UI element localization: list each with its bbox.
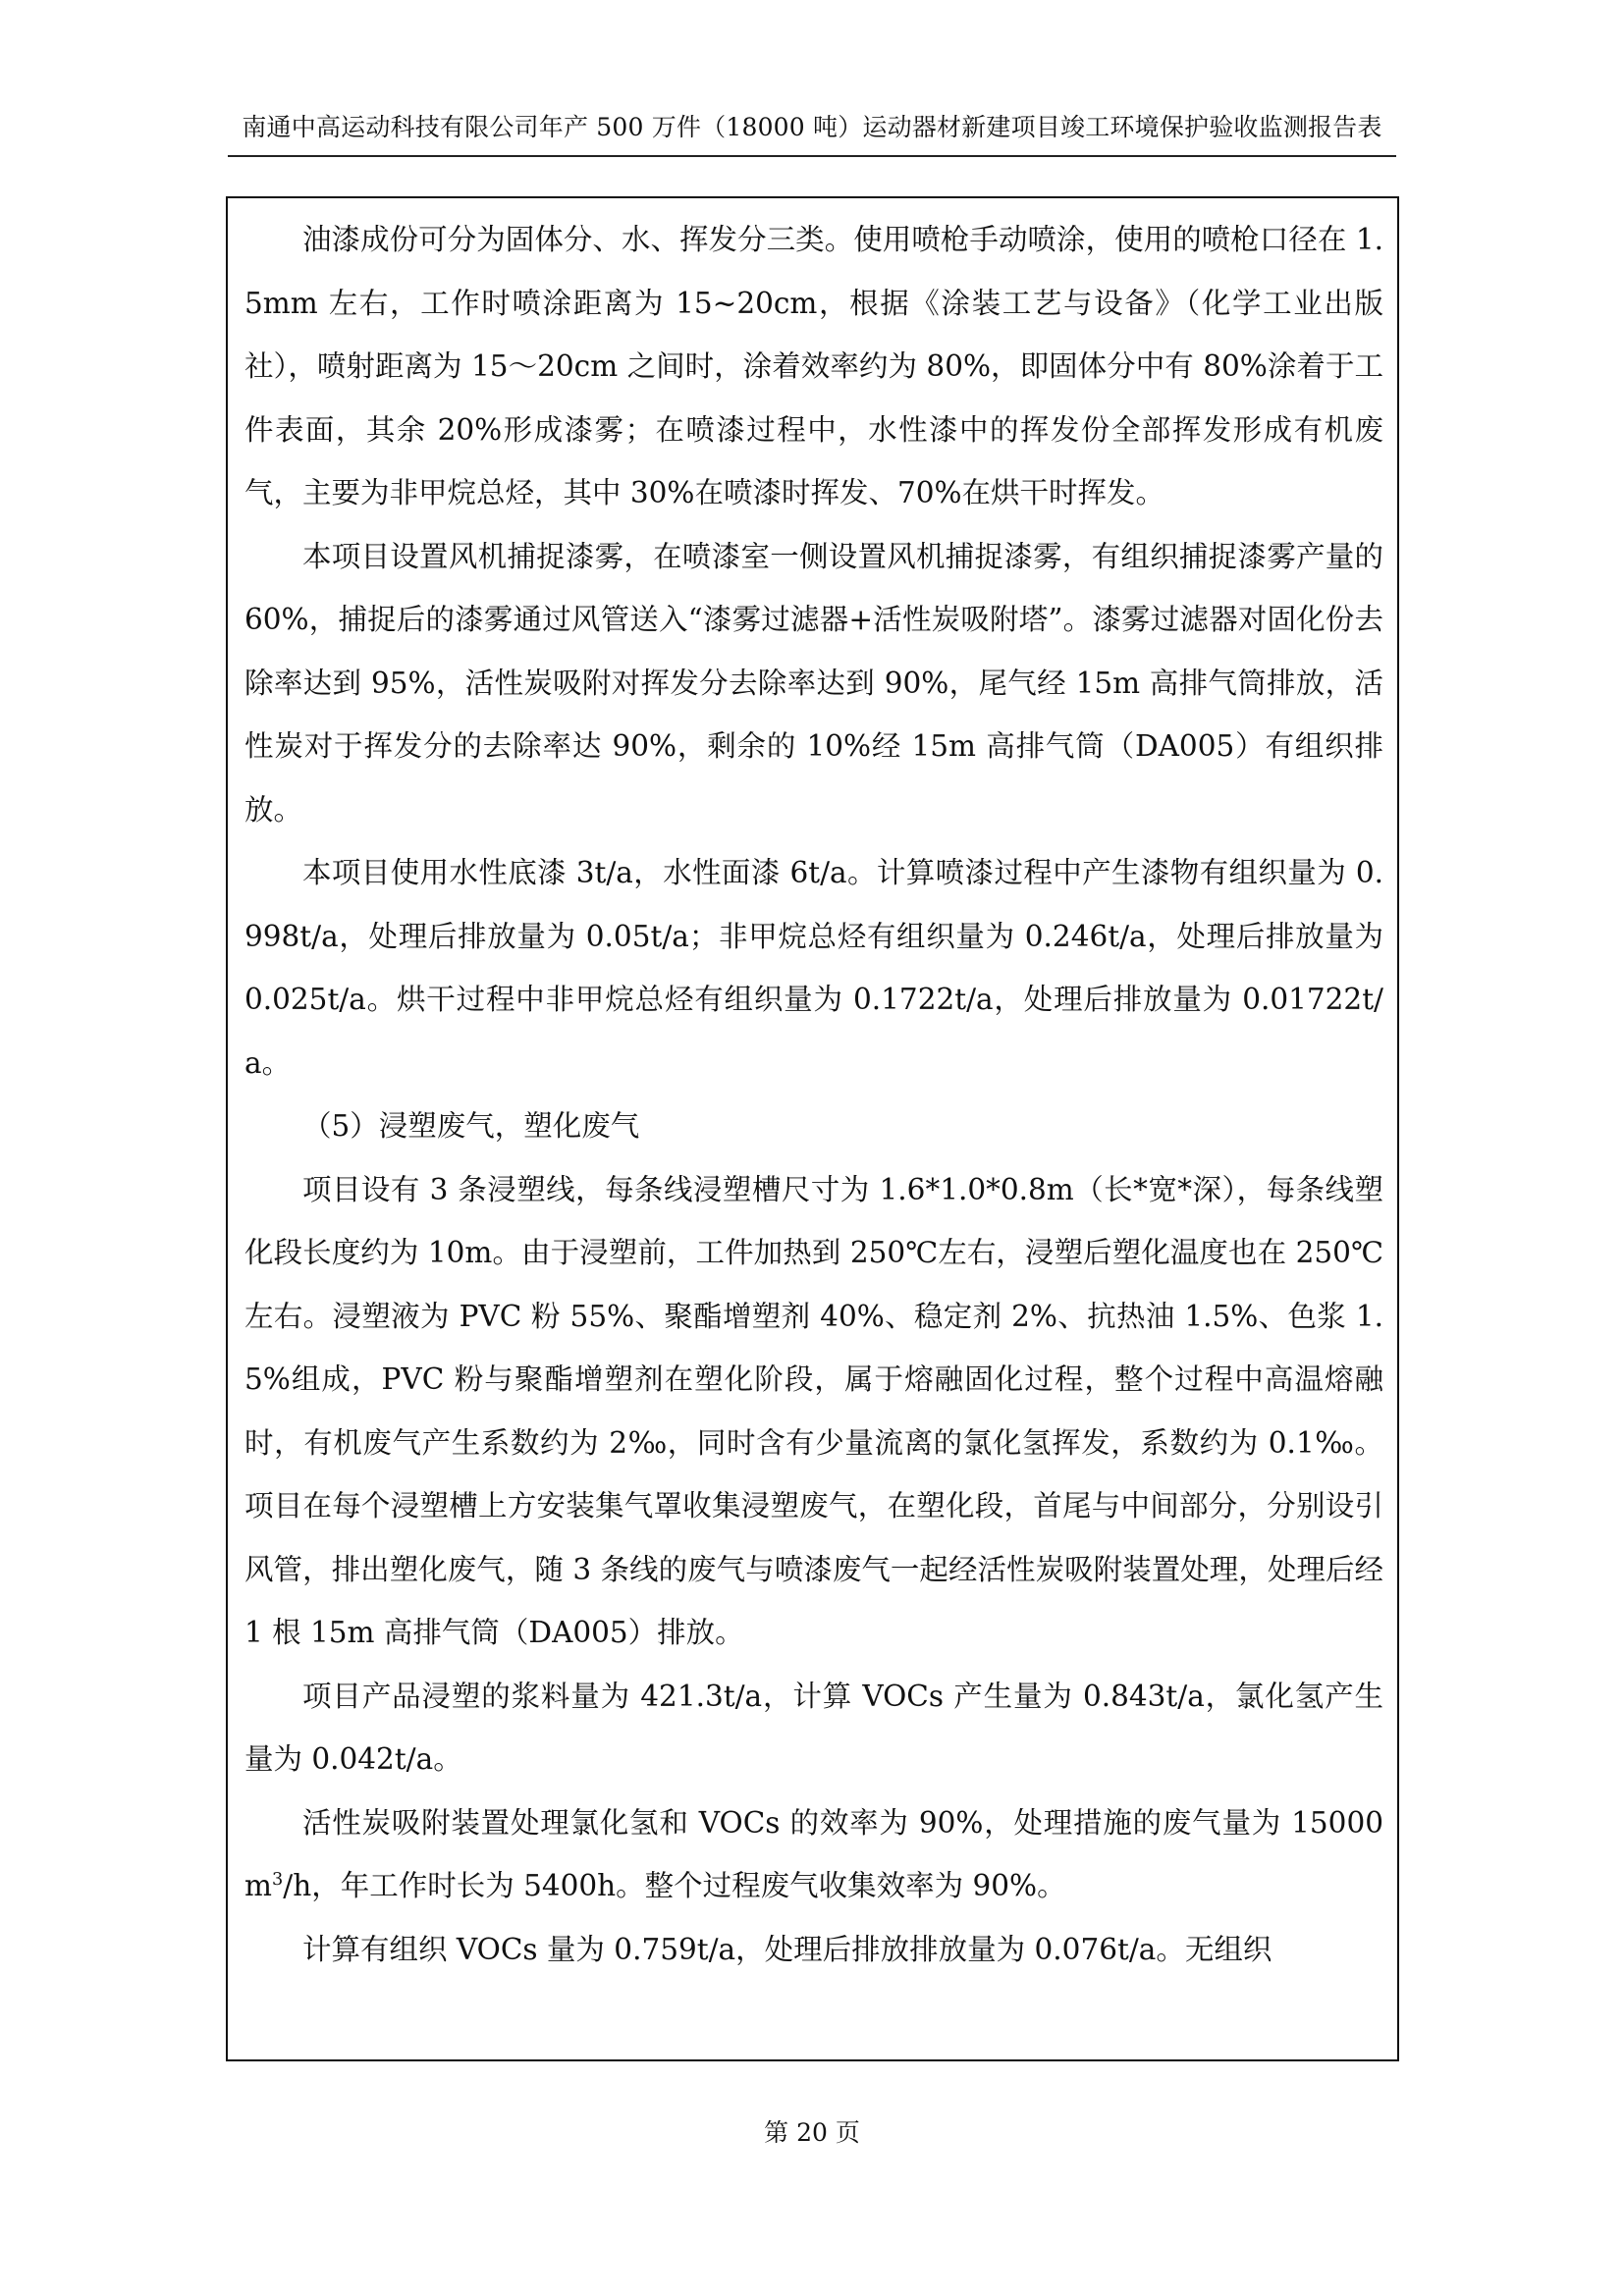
- paragraph-dip-lines: 项目设有 3 条浸塑线，每条线浸塑槽尺寸为 1.6*1.0*0.8m（长*宽*深），每条线塑化段长度约为 10m。由于浸塑前，工件加热到 250℃左右，浸塑后塑化温度也在 250℃左右。浸塑液为 PVC 粉 55%、聚酯增塑剂 40%、稳定剂 2%、抗热油 1.5%、色浆 1.5%组成，PVC 粉与聚酯增塑剂在塑化阶段，属于熔融固化过程，整个过程中高温熔融时，有机废气产生系数约为 2‰，同时含有少量流离的氯化氢挥发，系数约为 0.1‰。项目在每个浸塑槽上方安装集气罩收集浸塑废气，在塑化段，首尾与中间部分，分别设引风管，排出塑化废气，随 3 条线的废气与喷漆废气一起经活性炭吸附装置处理，处理后经 1 根 15m 高排气筒（DA005）排放。: [244, 1172, 1383, 1649]
- body-content: [244, 208, 1383, 1981]
- paragraph-paint-usage: 本项目使用水性底漆 3t/a，水性面漆 6t/a。计算喷漆过程中产生漆物有组织量为 0.998t/a，处理后排放量为 0.05t/a；非甲烷总烃有组织量为 0.246t/a，处理后排放量为 0.025t/a。烘干过程中非甲烷总烃有组织量为 0.1722t/a，处理后排放量为 0.01722t/a。: [244, 856, 1383, 1080]
- document-header: 南通中高运动科技有限公司年产 500 万件（18000 吨）运动器材新建项目竣工环境保护验收监测报告表: [242, 113, 1382, 141]
- page-number: 第 20 页: [764, 2118, 860, 2147]
- paragraph-voc-calculation: 计算有组织 VOCs 量为 0.759t/a，处理后排放排放量为 0.076t/a。无组织: [302, 1932, 1272, 1966]
- paragraph-carbon-efficiency-part1: 活性炭吸附装置处理氯化氢和 VOCs 的效率为 90%，处理措施的废气量为 15000 m: [244, 1805, 1383, 1902]
- paragraph-slurry-amount: 项目产品浸塑的浆料量为 421.3t/a，计算 VOCs 产生量为 0.843t/a，氯化氢产生量为 0.042t/a。: [244, 1679, 1383, 1776]
- paragraph-mist-capture: 本项目设置风机捕捉漆雾，在喷漆室一侧设置风机捕捉漆雾，有组织捕捉漆雾产量的 60%，捕捉后的漆雾通过风管送入“漆雾过滤器+活性炭吸附塔”。漆雾过滤器对固化份去除率达到 95%，活性炭吸附对挥发分去除率达到 90%，尾气经 15m 高排气筒排放，活性炭对于挥发分的去除率达 90%，剩余的 10%经 15m 高排气筒（DA005）有组织排放。: [244, 539, 1383, 827]
- section-heading-dip-plastic: （5）浸塑废气，塑化废气: [302, 1109, 640, 1143]
- cubic-superscript: 3: [271, 1870, 284, 1891]
- paragraph-carbon-efficiency-part2: /h，年工作时长为 5400h。整个过程废气收集效率为 90%。: [283, 1869, 1066, 1902]
- paragraph-carbon-efficiency: [244, 1791, 1383, 1918]
- header-rule: [228, 155, 1396, 157]
- paragraph-paint-composition: 油漆成份可分为固体分、水、挥发分三类。使用喷枪手动喷涂，使用的喷枪口径在 1.5mm 左右，工作时喷涂距离为 15~20cm，根据《涂装工艺与设备》（化学工业出版社），喷射距离为 15～20cm 之间时，涂着效率约为 80%，即固体分中有 80%涂着于工件表面，其余 20%形成漆雾；在喷漆过程中，水性漆中的挥发份全部挥发形成有机废气，主要为非甲烷总烃，其中 30%在喷漆时挥发、70%在烘干时挥发。: [244, 223, 1383, 509]
